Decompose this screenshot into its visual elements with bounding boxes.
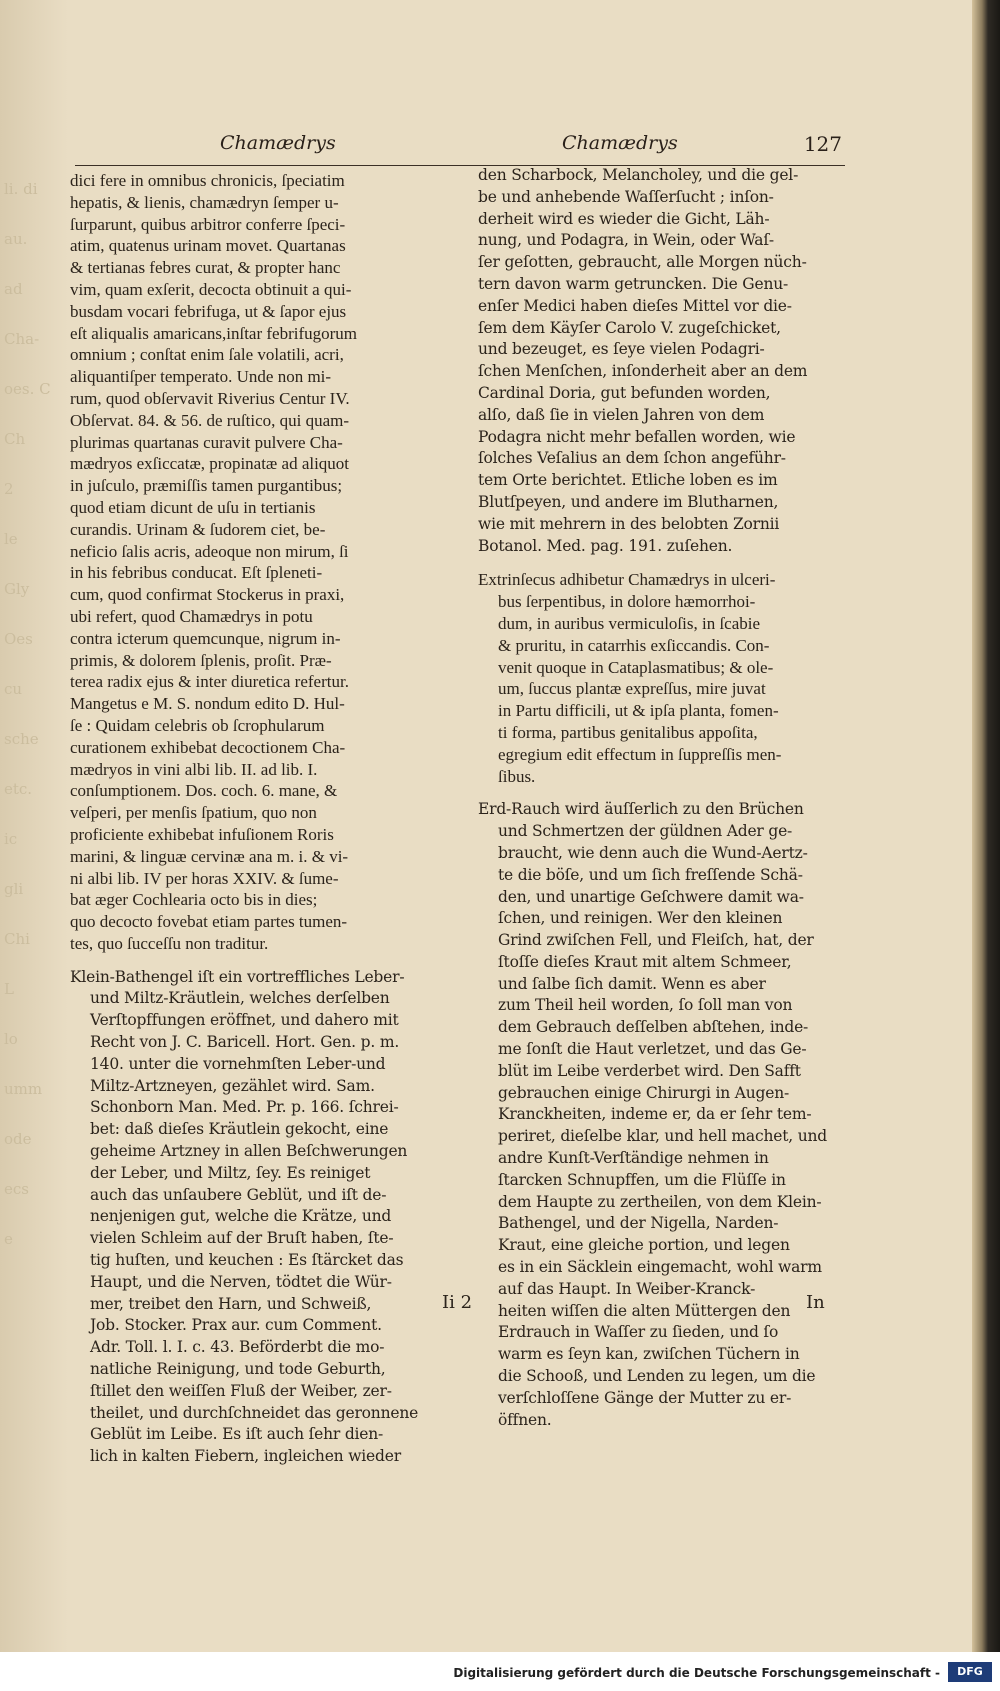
text-line: es in ein Säcklein eingemacht, wohl warm <box>498 1258 822 1277</box>
text-line: dem Haupte zu zertheilen, von dem Klein- <box>498 1192 822 1211</box>
text-line: ſem dem Käyſer Carolo V. zugeſchicket, <box>478 318 781 337</box>
text-line: in Partu difficili, ut & ipſa planta, fomen- <box>498 701 779 721</box>
text-line: dum, in auribus vermiculoſis, in ſcabie <box>498 613 761 633</box>
ghost-text: Ch <box>4 430 26 448</box>
text-line: ni albi lib. IV per horas XXIV. & ſume- <box>70 868 339 888</box>
text-line: geheime Artzney in allen Beſchwerungen <box>90 1142 408 1161</box>
ghost-text: e <box>4 1230 13 1248</box>
ghost-text: lo <box>4 1030 18 1048</box>
ghost-text: Gly <box>4 580 30 598</box>
text-line: contra icterum quemcunque, nigrum in- <box>70 628 341 648</box>
text-line: venit quoque in Cataplasmatibus; & ole- <box>498 657 774 677</box>
text-line: ti forma, partibus genitalibus appoſita, <box>498 722 758 742</box>
text-line: Extrinſecus adhibetur Chamædrys in ulceri- <box>478 570 776 590</box>
ghost-text: etc. <box>4 780 33 798</box>
text-line: gebrauchen einige Chirurgi in Augen- <box>498 1083 790 1102</box>
text-line: marini, & linguæ cervinæ ana m. i. & vi- <box>70 846 349 866</box>
text-line: enſer Medici haben dieſes Mittel vor die- <box>478 296 792 315</box>
text-line: periret, dieſelbe klar, und hell machet, und <box>498 1127 827 1146</box>
text-line: warm es ſeyn kan, zwiſchen Tüchern in <box>498 1345 800 1364</box>
ghost-text: le <box>4 530 18 548</box>
text-line: heiten wiſſen die alten Müttergen den <box>498 1301 791 1320</box>
text-line: Adr. Toll. l. I. c. 43. Beförderbt die mo- <box>90 1338 385 1357</box>
text-line: eſt aliqualis amaricans,inſtar febrifugorum <box>70 323 358 343</box>
left-column <box>70 170 473 1468</box>
text-line: 140. unter die vornehmſten Leber-und <box>90 1054 386 1073</box>
text-line: plurimas quartanas curavit pulvere Cha- <box>70 432 343 452</box>
dfg-logo: DFG <box>948 1662 992 1682</box>
ghost-text: ic <box>4 830 18 848</box>
ghost-text: Chi <box>4 930 30 948</box>
digitization-footer <box>0 1652 1000 1691</box>
header-title-left: Chamædrys <box>220 132 336 154</box>
text-line: atim, quatenus urinam movet. Quartanas <box>70 236 346 256</box>
text-line: natliche Reinigung, und tode Geburth, <box>90 1360 386 1379</box>
text-line: nung, und Podagra, in Wein, oder Waſ- <box>478 231 774 250</box>
text-line: Erd-Rauch wird äuſſerlich zu den Brüchen <box>478 800 804 819</box>
text-line: Cardinal Doria, gut befunden worden, <box>478 383 771 402</box>
text-line: auf das Haupt. In Weiber-Kranck- <box>498 1279 756 1298</box>
text-line: conſumptionem. Dos. coch. 6. mane, & <box>70 781 338 801</box>
text-line: in juſculo, præmiſſis tamen purgantibus; <box>70 476 343 496</box>
text-line: Schonborn Man. Med. Pr. p. 166. ſchrei- <box>90 1098 399 1117</box>
text-line: me ſonſt die Haut verletzet, und das Ge- <box>498 1040 807 1059</box>
ghost-text: cu <box>4 680 23 698</box>
text-line: Erdrauch in Waſſer zu ſieden, und ſo <box>498 1323 779 1342</box>
ghost-text: oes. C <box>4 380 51 398</box>
text-line: und ſalbe ſich damit. Wenn es aber <box>498 974 766 993</box>
latin-paragraph <box>70 170 470 955</box>
text-line: lich in kalten Fiebern, ingleichen wieder <box>90 1447 401 1466</box>
text-line: Verſtopffungen eröffnet, und dahero mit <box>90 1011 399 1030</box>
text-line: te die böſe, und um ſich freſſende Schä- <box>498 865 803 884</box>
footer-credit: Digitalisierung gefördert durch die Deutsche Forschungsgemeinschaft - <box>453 1666 940 1680</box>
text-line: Grind zwiſchen Fell, und Fleiſch, hat, der <box>498 931 814 950</box>
text-line: mædryos in vini albi lib. II. ad lib. I. <box>70 759 318 779</box>
text-line: ſurparunt, quibus arbitror conferre ſpeci- <box>70 214 346 234</box>
book-binding-edge <box>972 0 1000 1652</box>
text-line: und Schmertzen der güldnen Ader ge- <box>498 822 793 841</box>
text-line: braucht, wie denn auch die Wund-Aertz- <box>498 843 808 862</box>
text-line: dem Gebrauch deſſelben abſtehen, inde- <box>498 1018 809 1037</box>
text-line: egregium edit effectum in ſuppreſſis men- <box>498 744 782 764</box>
text-line: ſtarcken Schnupffen, um die Flüſſe in <box>498 1170 786 1189</box>
ghost-text: au. <box>4 230 28 248</box>
text-line: Haupt, und die Nerven, tödtet die Wür- <box>90 1272 392 1291</box>
text-line: ſtillet den weiſſen Fluß der Weiber, zer- <box>90 1381 392 1400</box>
ghost-text: L <box>4 980 14 998</box>
header-title-right: Chamædrys <box>562 132 678 154</box>
text-line: tig huſten, und keuchen : Es ſtärcket das <box>90 1251 404 1270</box>
text-line: & pruritu, in catarrhis exſiccandis. Con- <box>498 635 770 655</box>
text-line: auch das unſaubere Geblüt, und iſt de- <box>90 1185 387 1204</box>
text-line: und Miltz-Kräutlein, welches derſelben <box>90 989 390 1008</box>
text-line: theilet, und durchſchneidet das geronnene <box>90 1403 419 1422</box>
ghost-text: li. di <box>4 180 38 198</box>
text-line: quo decocto fovebat etiam partes tumen- <box>70 912 348 932</box>
text-line: ſer geſotten, gebraucht, alle Morgen nüch- <box>478 253 807 272</box>
text-line: Kranckheiten, indeme er, da er ſehr tem- <box>498 1105 812 1124</box>
text-line: andre Kunſt-Verſtändige nehmen in <box>498 1149 769 1168</box>
text-line: curationem exhibebat decoctionem Cha- <box>70 737 346 757</box>
german-paragraph-klein-bathengel <box>70 967 473 1468</box>
text-line: Obſervat. 84. & 56. de ruſtico, qui quam- <box>70 410 350 430</box>
text-line: Job. Stocker. Prax aur. cum Comment. <box>90 1316 382 1335</box>
text-line: Kraut, eine gleiche portion, und legen <box>498 1236 790 1255</box>
ghost-text: Oes <box>4 630 33 648</box>
text-line: verſchloſſene Gänge der Mutter zu er- <box>498 1388 792 1407</box>
text-line: den Scharbock, Melancholey, und die gel- <box>478 166 799 184</box>
text-line: hepatis, & lienis, chamædryn ſemper u- <box>70 192 339 212</box>
text-line: zum Theil heil worden, ſo ſoll man von <box>498 996 793 1015</box>
text-line: in his febribus conducat. Eſt ſpleneti- <box>70 563 323 583</box>
text-line: Geblüt im Leibe. Es iſt auch ſehr dien- <box>90 1425 384 1444</box>
ghost-text: 2 <box>4 480 14 498</box>
text-line: dici fere in omnibus chronicis, ſpeciatim <box>70 171 345 190</box>
latin-paragraph-extrinsecus <box>478 569 843 787</box>
text-line: mædryos exſiccatæ, propinatæ ad aliquot <box>70 454 350 474</box>
text-line: ſchen, und reinigen. Wer den kleinen <box>498 909 783 928</box>
catchword: In <box>806 1292 825 1313</box>
text-line: vim, quam exſerit, decocta obtinuit a qui- <box>70 279 352 299</box>
page-number: 127 <box>803 132 842 156</box>
ghost-text: ad <box>4 280 23 298</box>
text-line: primis, & dolorem ſplenis, proſit. Præ- <box>70 650 332 670</box>
text-line: Botanol. Med. pag. 191. zuſehen. <box>478 536 733 555</box>
text-line: Podagra nicht mehr befallen worden, wie <box>478 427 796 446</box>
right-column <box>478 165 843 1431</box>
text-line: terea radix ejus & inter diuretica refertur. <box>70 672 349 692</box>
text-line: rum, quod obſervavit Riverius Centur IV. <box>70 388 350 408</box>
text-line: Mangetus e M. S. nondum edito D. Hul- <box>70 694 345 714</box>
text-line: curandis. Urinam & ſudorem ciet, be- <box>70 519 326 539</box>
text-line: bat æger Cochlearia octo bis in dies; <box>70 890 318 910</box>
text-line: tern davon warm getruncken. Die Genu- <box>478 274 789 293</box>
signature-mark: Ii 2 <box>442 1292 473 1313</box>
text-line: Miltz-Artzneyen, gezählet wird. Sam. <box>90 1076 375 1095</box>
text-line: ſchen Menſchen, inſonderheit aber an dem <box>478 362 808 381</box>
text-line: die Schooß, und Lenden zu legen, um die <box>498 1367 816 1386</box>
german-paragraph-continued <box>478 165 843 557</box>
text-line: der Leber, und Miltz, ſey. Es reiniget <box>90 1163 371 1182</box>
text-line: blüt im Leibe verderbet wird. Den Safft <box>498 1061 801 1080</box>
text-line: tem Orte berichtet. Etliche loben es im <box>478 471 778 490</box>
ghost-text: gli <box>4 880 24 898</box>
text-line: bet: daß dieſes Kräutlein gekocht, eine <box>90 1120 389 1139</box>
text-line: alſo, daß ſie in vielen Jahren von dem <box>478 405 765 424</box>
text-line: omnium ; conſtat enim ſale volatili, acri, <box>70 345 344 365</box>
ghost-text: ode <box>4 1130 32 1148</box>
text-line: neficio ſalis acris, adeoque non mirum, ſi <box>70 541 349 561</box>
text-line: tes, quo ſucceſſu non traditur. <box>70 933 269 953</box>
text-line: ſolches Veſalius an dem ſchon angeführ- <box>478 449 786 468</box>
ghost-text: umm <box>4 1080 43 1098</box>
text-line: be und anhebende Waſſerſucht ; inſon- <box>478 187 774 206</box>
ghost-text: ecs <box>4 1180 29 1198</box>
text-line: nenjenigen gut, welche die Krätze, und <box>90 1207 392 1226</box>
running-header <box>72 132 842 164</box>
text-line: ſibus. <box>498 766 536 786</box>
text-line: derheit wird es wieder die Gicht, Läh- <box>478 209 770 228</box>
text-line: bus ſerpentibus, in dolore hæmorrhoi- <box>498 592 756 612</box>
text-line: quod etiam dicunt de uſu in tertianis <box>70 497 316 517</box>
text-line: mer, treibet den Harn, und Schweiß, <box>90 1294 372 1313</box>
german-paragraph-erd-rauch <box>478 799 843 1431</box>
ghost-text: sche <box>4 730 39 748</box>
text-line: proficiente exhibebat infuſionem Roris <box>70 824 334 844</box>
text-line: Recht von J. C. Baricell. Hort. Gen. p. m. <box>90 1033 400 1052</box>
text-line: ſe : Quidam celebris ob ſcrophularum <box>70 715 325 735</box>
text-line: ſtoſſe dieſes Kraut mit altem Schmeer, <box>498 952 792 971</box>
text-line: Bathengel, und der Nigella, Narden- <box>498 1214 779 1233</box>
text-line: den, und unartige Geſchwere damit wa- <box>498 887 804 906</box>
text-line: öffnen. <box>498 1410 552 1429</box>
text-line: ubi refert, quod Chamædrys in potu <box>70 606 313 626</box>
text-line: busdam vocari febrifuga, ut & ſapor ejus <box>70 301 347 321</box>
text-line: cum, quod confirmat Stockerus in praxi, <box>70 585 345 605</box>
text-line: und bezeuget, es ſeye vielen Podagri- <box>478 340 765 359</box>
text-line: veſperi, per menſis ſpatium, quo non <box>70 803 317 823</box>
text-line: wie mit mehrern in des belobten Zornii <box>478 514 780 533</box>
text-line: Blutſpeyen, und andere im Blutharnen, <box>478 492 779 511</box>
text-line: um, ſuccus plantæ expreſſus, mire juvat <box>498 679 766 699</box>
text-line: & tertianas febres curat, & propter hanc <box>70 258 341 278</box>
text-line: aliquantiſper temperato. Unde non mi- <box>70 367 332 387</box>
text-line: Klein-Bathengel iſt ein vortreffliches Leber- <box>70 967 405 986</box>
text-line: vielen Schleim auf der Bruſt haben, ſte- <box>90 1229 394 1248</box>
ghost-text: Cha- <box>4 330 40 348</box>
